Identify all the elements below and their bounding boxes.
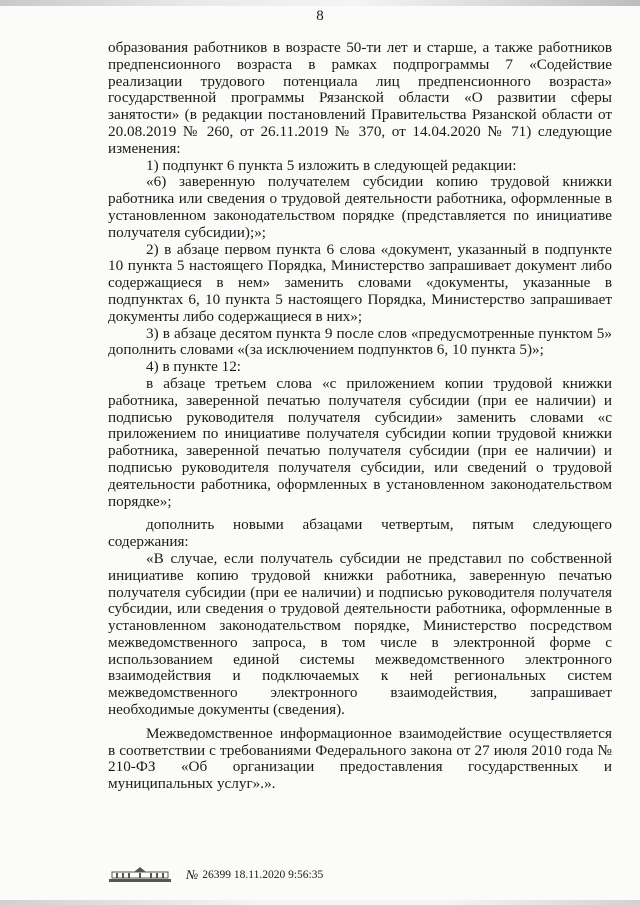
paragraph: образования работников в возрасте 50-ти лет и старше, а также работников предпенсионного возраста в рамках подпрограммы 7 «Содействие реализации трудового потенциала лиц предпенсионного возраста» государственной программы Рязанской области «О развитии сферы занятости» (в редакции постановлений Правительства Рязанской области от 20.08.2019 № 260, от 26.11.2019 № 370, от 14.04.2020 № 71) следующие изменения:: [108, 39, 612, 157]
paragraph: 2) в абзаце первом пункта 6 слова «документ, указанный в подпункте 10 пункта 5 настоящего Порядка, Министерство запрашивает документ либо содержащиеся в нем» заменить словами «документы, указанные в подпунктах 6, 10 пункта 5 настоящего Порядка, Министерство запрашивает документы либо содержащиеся в них»;: [108, 240, 612, 325]
registration-footer: [108, 864, 323, 886]
scan-edge-top: [0, 0, 640, 6]
scan-edge-bottom: [0, 900, 640, 905]
page-number: 8: [316, 8, 324, 24]
registration-stamp: 26399 18.11.2020 9:56:35: [202, 869, 324, 881]
paragraph: Межведомственное информационное взаимодействие осуществляется в соответствии с требованиями Федерального закона от 27 июля 2010 года № 210-ФЗ «Об организации предоставления государственных и муниципальных услуг».».: [108, 724, 612, 793]
number-sign: №: [186, 867, 199, 882]
document-body: [108, 40, 612, 793]
paragraph: дополнить новыми абзацами четвертым, пятым следующего содержания:: [108, 516, 612, 551]
paragraph: 4) в пункте 12:: [146, 358, 242, 376]
paragraph: «В случае, если получатель субсидии не представил по собственной инициативе копию трудовой книжки работника, заверенную печатью получателя субсидии (при ее наличии) и подписью руководителя получателя субсидии, или сведения о трудовой деятельности работника, оформленные в установленном законодательством порядке, Министерство посредством межведомственного запроса, в том числе в электронной форме с использованием единой системы межведомственного электронного взаимодействия и подключаемых к ней региональных систем межведомственного электронного взаимодействия, запрашивает необходимые документы (сведения).: [108, 549, 612, 719]
paragraph: «6) заверенную получателем субсидии копию трудовой книжки работника или сведения о трудовой деятельности работника, оформленные в установленном законодательством порядке (представляется по инициативе получателя субсидии);»;: [108, 173, 612, 241]
paragraph: 3) в абзаце десятом пункта 9 после слов «предусмотренные пунктом 5» дополнить словами «(за исключением подпунктов 6, 10 пункта 5)»;: [108, 324, 612, 359]
government-building-logo: [108, 866, 172, 884]
paragraph: в абзаце третьем слова «с приложением копии трудовой книжки работника, заверенной печатью получателя субсидии (при ее наличии) и подписью руководителя получателя субсидии» заменить словами «с приложением по инициативе получателя субсидии копии трудовой книжки работника, заверенной печатью получателя субсидии (при ее наличии) и подписью руководителя получателя субсидии, или сведений о трудовой деятельности работника, оформленных в установленном законодательством порядке»;: [108, 374, 612, 510]
paragraph: 1) подпункт 6 пункта 5 изложить в следующей редакции:: [146, 156, 517, 174]
